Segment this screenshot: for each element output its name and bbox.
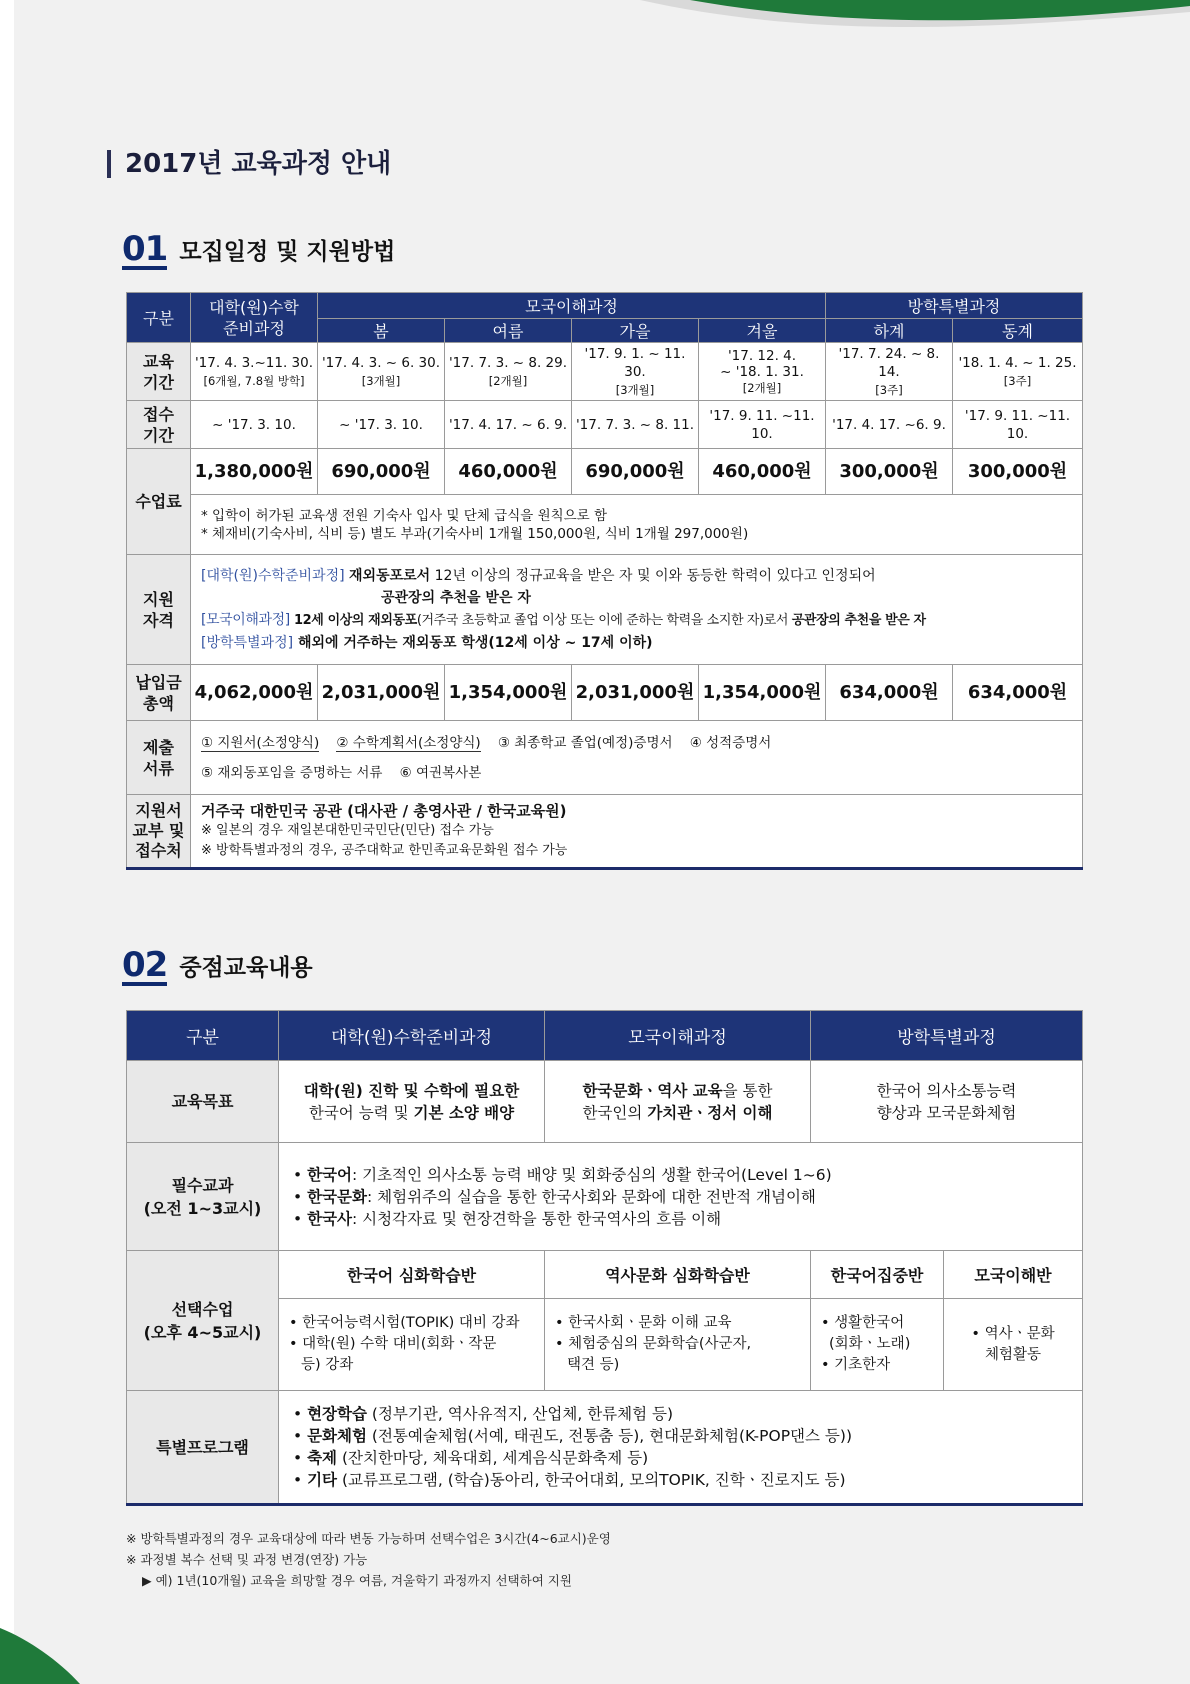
elective-head-history: 역사문화 심화학습반 (545, 1251, 811, 1299)
goal-prep: 대학(원) 진학 및 수학에 필요한 한국어 능력 및 기본 소양 배양 (279, 1061, 545, 1143)
header-winter-vac: 동계 (953, 319, 1083, 343)
header-prep-line1: 대학(원)수학 (209, 297, 299, 317)
required-content (279, 1143, 1083, 1251)
edu-period-autumn: '17. 9. 1. ~ 11. 30. [3개월] (572, 343, 699, 401)
elective-head-korean: 한국어 심화학습반 (279, 1251, 545, 1299)
row-label-goal: 교육목표 (127, 1061, 279, 1143)
total-fee-spring: 2,031,000원 (318, 665, 445, 721)
total-fee-summer: 1,354,000원 (445, 665, 572, 721)
edu-period-prep: '17. 4. 3.~11. 30. [6개월, 7.8월 방학] (191, 343, 318, 401)
apply-period-summer-vac: '17. 4. 17. ~6. 9. (826, 401, 953, 449)
edu-period-spring: '17. 4. 3. ~ 6. 30. [3개월] (318, 343, 445, 401)
tuition-spring: 690,000원 (318, 449, 445, 495)
office-content (191, 795, 1083, 869)
footnote-1: ※ 방학특별과정의 경우 교육대상에 따라 변동 가능하며 선택수업은 3시간(4~6교시)운영 (126, 1531, 611, 1546)
header-winter: 겨울 (699, 319, 826, 343)
edu-period-winter: '17. 12. 4. ~ '18. 1. 31. [2개월] (699, 343, 826, 401)
documents-line-2 (201, 758, 1072, 788)
row-label-office: 지원서 교부 및 접수처 (127, 795, 191, 869)
tuition-winter: 460,000원 (699, 449, 826, 495)
header-vacation: 방학특별과정 (811, 1011, 1083, 1061)
special-item-festival: • 축제 (잔치한마당, 체육대회, 세계음식문화축제 등) (293, 1449, 649, 1467)
apply-period-winter-vac: '17. 9. 11. ~11. 10. (953, 401, 1083, 449)
header-prep (191, 293, 318, 343)
document-5: ⑤ 재외동포임을 증명하는 서류 (201, 764, 383, 781)
tuition-winter-vac: 300,000원 (953, 449, 1083, 495)
row-label-special: 특별프로그램 (127, 1391, 279, 1505)
documents-content (191, 721, 1083, 795)
row-label-total-fee: 납입금 총액 (127, 665, 191, 721)
row-label-edu-period: 교육 기간 (127, 343, 191, 401)
apply-period-spring: ~ '17. 3. 10. (318, 401, 445, 449)
elective-homeland: • 역사ㆍ문화 체험활동 (944, 1299, 1083, 1391)
tuition-autumn: 690,000원 (572, 449, 699, 495)
total-fee-summer-vac: 634,000원 (826, 665, 953, 721)
footnotes (126, 1528, 611, 1591)
required-item-culture: • 한국문화: 체험위주의 실습을 통한 한국사회와 문화에 대한 전반적 개념이해 (293, 1187, 816, 1206)
total-fee-winter: 1,354,000원 (699, 665, 826, 721)
header-autumn: 가을 (572, 319, 699, 343)
apply-period-autumn: '17. 7. 3. ~ 8. 11. (572, 401, 699, 449)
qualification-content (191, 555, 1083, 665)
special-item-etc: • 기타 (교류프로그램, (학습)동아리, 한국어대회, 모의TOPIK, 진학ㆍ진로지도 등) (293, 1471, 846, 1489)
section-number: 02 (122, 945, 168, 985)
total-fee-prep: 4,062,000원 (191, 665, 318, 721)
header-summer: 여름 (445, 319, 572, 343)
tuition-note-2: * 체재비(기숙사비, 식비 등) 별도 부과(기숙사비 1개월 150,000원, 식비 1개월 297,000원) (201, 525, 749, 542)
total-fee-autumn: 2,031,000원 (572, 665, 699, 721)
elective-history: • 한국사회ㆍ문화 이해 교육 • 체험중심의 문화학습(사군자, 택견 등) (545, 1299, 811, 1391)
row-label-required: 필수교과 (오전 1~3교시) (127, 1143, 279, 1251)
office-note-2: ※ 방학특별과정의 경우, 공주대학교 한민족교육문화원 접수 가능 (201, 843, 568, 858)
elective-head-intensive: 한국어집중반 (811, 1251, 944, 1299)
edu-period-winter-vac: '18. 1. 4. ~ 1. 25. [3주] (953, 343, 1083, 401)
elective-head-homeland: 모국이해반 (944, 1251, 1083, 1299)
header-summer-vac: 하계 (826, 319, 953, 343)
header-prep: 대학(원)수학준비과정 (279, 1011, 545, 1061)
row-label-qualification: 지원 자격 (127, 555, 191, 665)
office-main: 거주국 대한민국 공관 (대사관 / 총영사관 / 한국교육원) (201, 802, 567, 820)
header-prep-line2: 준비과정 (223, 318, 285, 338)
goal-homeland: 한국문화ㆍ역사 교육을 통한 한국인의 가치관ㆍ정서 이해 (545, 1061, 811, 1143)
edu-period-summer-vac: '17. 7. 24. ~ 8. 14. [3주] (826, 343, 953, 401)
special-item-culture: • 문화체험 (전통예술체험(서예, 태권도, 전통춤 등), 현대문화체험(K-POP댄스 등)) (293, 1427, 852, 1445)
documents-line-1 (201, 728, 1072, 758)
qualification-vacation: [방학특별과정] 해외에 거주하는 재외동포 학생(12세 이상 ~ 17세 이하) (201, 635, 653, 651)
section-number: 01 (122, 229, 168, 269)
edu-period-summer: '17. 7. 3. ~ 8. 29. [2개월] (445, 343, 572, 401)
goal-vacation: 한국어 의사소통능력 향상과 모국문화체험 (811, 1061, 1083, 1143)
qualification-homeland: [모국이해과정] 12세 이상의 재외동포(거주국 초등학교 졸업 이상 또는 이에 준하는 학력을 소지한 자)로서 공관장의 추천을 받은 자 (201, 612, 926, 628)
qualification-prep: [대학(원)수학준비과정] 재외동포로서 12년 이상의 정규교육을 받은 자 및 이와 동등한 학력이 있다고 인정되어 (201, 568, 876, 584)
curriculum-table (126, 1010, 1083, 1506)
row-label-tuition: 수업료 (127, 449, 191, 555)
qualification-prep-cont: 공관장의 추천을 받은 자 (381, 590, 531, 606)
elective-korean: • 한국어능력시험(TOPIK) 대비 강좌 • 대학(원) 수학 대비(회화ㆍ작문 등) 강좌 (279, 1299, 545, 1391)
total-fee-winter-vac: 634,000원 (953, 665, 1083, 721)
row-label-elective: 선택수업 (오후 4~5교시) (127, 1251, 279, 1391)
left-margin-strip (0, 0, 14, 1684)
section-2-heading (122, 945, 313, 986)
office-note-1: ※ 일본의 경우 재일본대한민국민단(민단) 접수 가능 (201, 823, 494, 838)
apply-period-summer: '17. 4. 17. ~ 6. 9. (445, 401, 572, 449)
recruitment-table (126, 292, 1083, 870)
header-gubun: 구분 (127, 293, 191, 343)
tuition-prep: 1,380,000원 (191, 449, 318, 495)
section-1-heading (122, 229, 396, 270)
document-6: ⑥ 여권복사본 (399, 764, 482, 781)
section-title: 중점교육내용 (179, 955, 313, 981)
document-2: ② 수학계획서(소정양식) (336, 734, 481, 751)
document-1: ① 지원서(소정양식) (201, 734, 320, 751)
apply-period-winter: '17. 9. 11. ~11. 10. (699, 401, 826, 449)
required-item-history: • 한국사: 시청각자료 및 현장견학을 통한 한국역사의 흐름 이해 (293, 1209, 722, 1228)
tuition-note-1: * 입학이 허가된 교육생 전원 기숙사 입사 및 단체 급식을 원칙으로 함 (201, 507, 608, 524)
tuition-summer-vac: 300,000원 (826, 449, 953, 495)
section-title: 모집일정 및 지원방법 (179, 239, 396, 265)
footnote-3: ▶ 예) 1년(10개월) 교육을 희망할 경우 여름, 겨울학기 과정까지 선택하여 지원 (142, 1573, 572, 1588)
header-vacation: 방학특별과정 (826, 293, 1083, 319)
row-label-documents: 제출 서류 (127, 721, 191, 795)
required-item-korean: • 한국어: 기초적인 의사소통 능력 배양 및 회화중심의 생활 한국어(Level 1~6) (293, 1165, 832, 1184)
apply-period-prep: ~ '17. 3. 10. (191, 401, 318, 449)
special-content (279, 1391, 1083, 1505)
header-homeland: 모국이해과정 (545, 1011, 811, 1061)
header-spring: 봄 (318, 319, 445, 343)
tuition-summer: 460,000원 (445, 449, 572, 495)
page-title: 2017년 교육과정 안내 (107, 150, 391, 178)
header-homeland: 모국이해과정 (318, 293, 826, 319)
row-label-apply-period: 접수 기간 (127, 401, 191, 449)
document-3: ③ 최종학교 졸업(예정)증명서 (497, 734, 673, 751)
special-item-fieldtrip: • 현장학습 (정부기관, 역사유적지, 산업체, 한류체험 등) (293, 1405, 674, 1423)
elective-intensive: • 생활한국어 (회화ㆍ노래) • 기초한자 (811, 1299, 944, 1391)
tuition-notes (191, 495, 1083, 555)
document-4: ④ 성적증명서 (689, 734, 772, 751)
header-gubun: 구분 (127, 1011, 279, 1061)
footnote-2: ※ 과정별 복수 선택 및 과정 변경(연장) 가능 (126, 1552, 368, 1567)
